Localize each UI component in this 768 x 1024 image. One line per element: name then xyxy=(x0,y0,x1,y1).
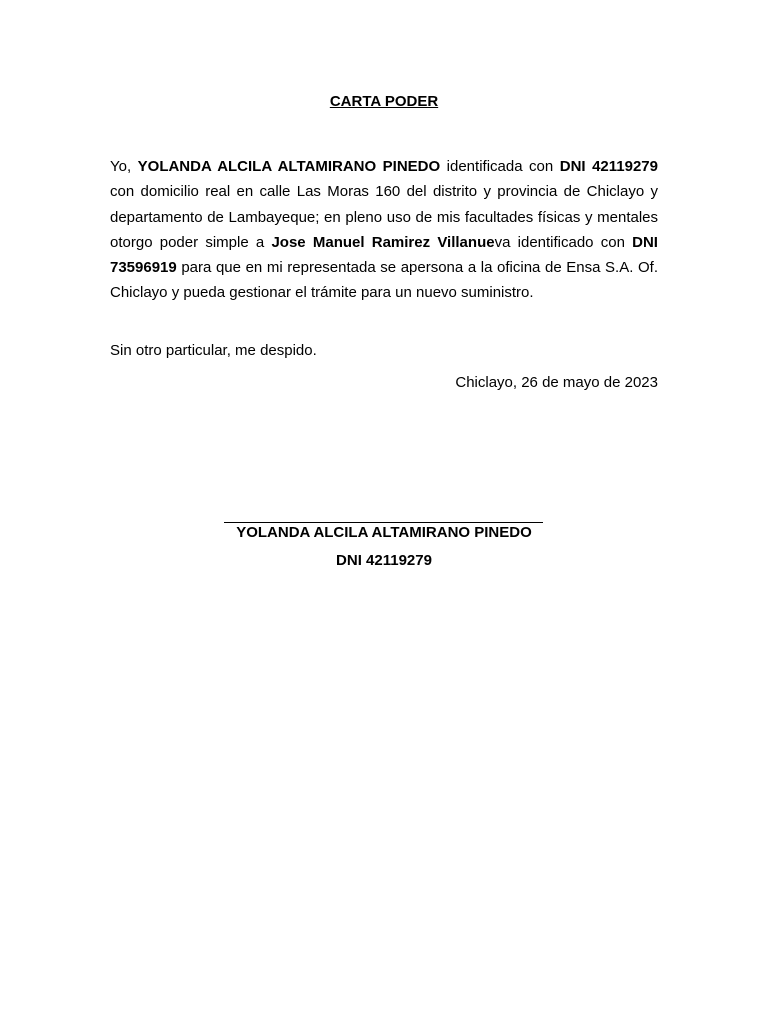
paragraph-text-1: Yo, xyxy=(110,158,138,175)
paragraph-text-3: con domicilio real en calle Las Moras 160 del distrito y provincia de Chiclayo y departamento de Lambayeque; en pleno uso de mis facultades físicas y mentales otorgo poder simple a xyxy=(110,183,658,251)
signature-dni: DNI 42119279 xyxy=(336,552,432,569)
place-date: Chiclayo, 26 de mayo de 2023 xyxy=(455,374,658,391)
agent-name-rest: va xyxy=(494,233,511,251)
agent-dni: DNI 73596919 xyxy=(110,233,658,277)
body-paragraph xyxy=(110,154,658,306)
closing-line: Sin otro particular, me despido. xyxy=(110,342,317,359)
paragraph-text-4: identificado con xyxy=(510,233,633,251)
grantor-dni: DNI 42119279 xyxy=(559,158,658,175)
agent-name: Jose Manuel Ramirez Villanue xyxy=(271,233,495,251)
paragraph-text-2: identificada con xyxy=(440,158,560,175)
grantor-name: YOLANDA ALCILA ALTAMIRANO PINEDO xyxy=(137,158,441,175)
paragraph-text-5: para que en mi representada se apersona a la oficina de Ensa S.A. Of. Chiclayo y pueda gestionar el trámite para un nuevo suministro. xyxy=(110,259,658,302)
signature-name: YOLANDA ALCILA ALTAMIRANO PINEDO xyxy=(236,524,532,541)
document-title: CARTA PODER xyxy=(329,93,439,110)
